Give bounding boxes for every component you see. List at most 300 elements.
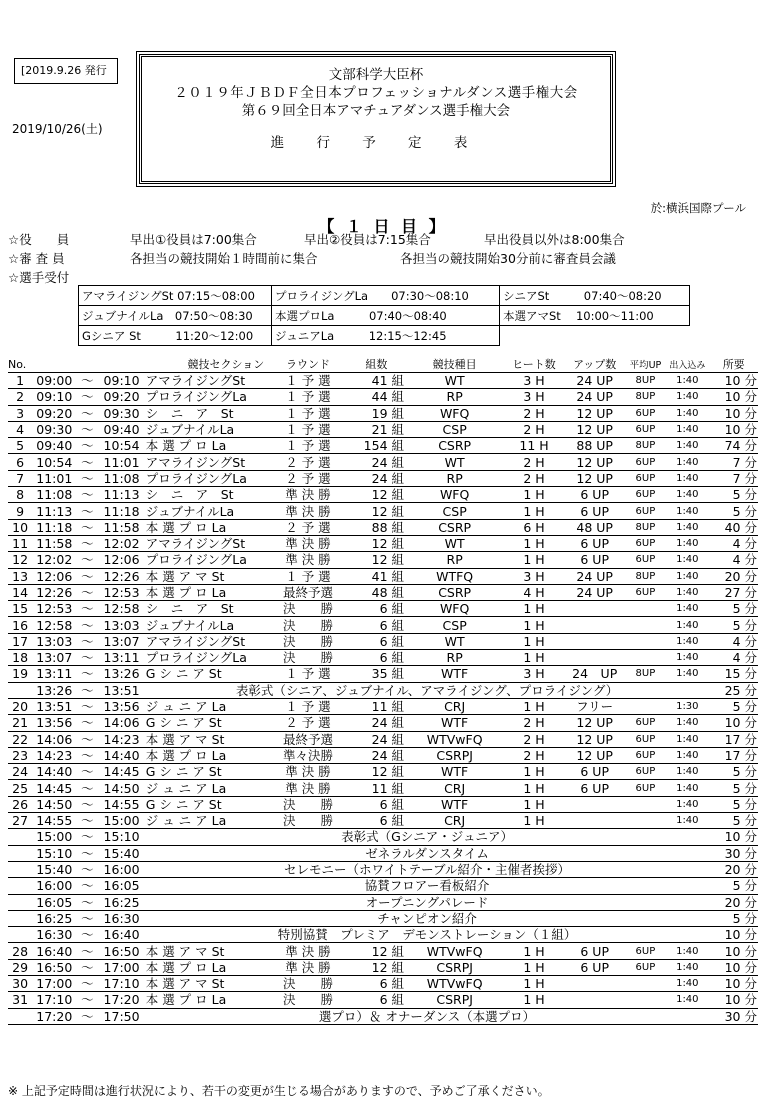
start-time: 17:20 <box>32 1008 76 1024</box>
dance-events: CSRPJ <box>405 992 504 1008</box>
heat-count: 1 H <box>504 796 564 812</box>
dance-events: WT <box>405 633 504 649</box>
avg-up <box>626 992 666 1008</box>
section-name: 本 選 プ ロ La <box>145 519 269 535</box>
heat-count: 1 H <box>504 780 564 796</box>
range-tilde: 〜 <box>76 519 98 535</box>
range-tilde: 〜 <box>76 992 98 1008</box>
duration: 5 分 <box>709 796 758 812</box>
header-no: No. <box>8 356 32 373</box>
entry-time: 1:40 <box>665 992 709 1008</box>
round: 準 決 勝 <box>268 764 347 780</box>
entry-time: 1:40 <box>665 584 709 600</box>
row-no: 2 <box>8 389 32 405</box>
start-time: 16:05 <box>32 894 76 910</box>
dance-events: WT <box>405 454 504 470</box>
heat-count: 1 H <box>504 813 564 829</box>
duration: 17 分 <box>709 731 758 747</box>
duration: 7 分 <box>709 454 758 470</box>
end-time: 16:05 <box>98 878 144 894</box>
up-count: 6 UP <box>564 959 626 975</box>
up-count <box>564 601 626 617</box>
range-tilde: 〜 <box>76 796 98 812</box>
range-tilde: 〜 <box>76 666 98 682</box>
event-row <box>8 845 758 861</box>
venue: 於:横浜国際プール <box>650 201 746 215</box>
table-row <box>8 780 758 796</box>
avg-up: 6UP <box>626 943 666 959</box>
heat-count: 1 H <box>504 959 564 975</box>
end-time: 12:06 <box>98 552 144 568</box>
duration: 10 分 <box>709 715 758 731</box>
avg-up: 6UP <box>626 487 666 503</box>
officials-note-1: 早出①役員は7:00集合 <box>130 232 257 247</box>
event-row <box>8 1008 758 1024</box>
start-time: 11:08 <box>32 487 76 503</box>
start-time: 11:01 <box>32 470 76 486</box>
title-line-4: 進 行 予 定 表 <box>270 135 482 151</box>
header-entry: 出入込み <box>665 356 709 373</box>
end-time: 09:20 <box>98 389 144 405</box>
avg-up: 8UP <box>626 519 666 535</box>
section-name: プロライジングLa <box>145 389 269 405</box>
up-count <box>564 813 626 829</box>
round: 準 決 勝 <box>268 487 347 503</box>
row-no: 23 <box>8 747 32 763</box>
heat-count: 2 H <box>504 454 564 470</box>
heat-count: 2 H <box>504 405 564 421</box>
round: 決 勝 <box>268 796 347 812</box>
round: ２ 予 選 <box>268 519 347 535</box>
avg-up: 6UP <box>626 959 666 975</box>
duration: 10 分 <box>709 943 758 959</box>
reception-row <box>79 306 690 326</box>
round: 決 勝 <box>268 617 347 633</box>
reception-cell: ジュニアLa 12:15〜12:45 <box>272 326 500 346</box>
end-time: 15:40 <box>98 845 144 861</box>
round: １ 予 選 <box>268 405 347 421</box>
row-no: 14 <box>8 584 32 600</box>
round: １ 予 選 <box>268 389 347 405</box>
table-row <box>8 487 758 503</box>
range-tilde: 〜 <box>76 568 98 584</box>
entry-time: 1:40 <box>665 405 709 421</box>
range-tilde: 〜 <box>76 894 98 910</box>
row-no: 9 <box>8 503 32 519</box>
start-time: 16:50 <box>32 959 76 975</box>
range-tilde: 〜 <box>76 813 98 829</box>
duration: 5 分 <box>709 617 758 633</box>
up-count: 12 UP <box>564 715 626 731</box>
table-row <box>8 519 758 535</box>
entry-time: 1:40 <box>665 764 709 780</box>
event-row <box>8 829 758 845</box>
up-count <box>564 796 626 812</box>
end-time: 14:45 <box>98 764 144 780</box>
section-name: ジ ュ ニ ア La <box>145 698 269 714</box>
heat-count: 2 H <box>504 731 564 747</box>
section-name: シ ニ ア St <box>145 487 269 503</box>
row-no: 15 <box>8 601 32 617</box>
row-no: 12 <box>8 552 32 568</box>
avg-up: 6UP <box>626 535 666 551</box>
group-count: 24 組 <box>348 747 405 763</box>
range-tilde: 〜 <box>76 698 98 714</box>
avg-up: 6UP <box>626 552 666 568</box>
table-row <box>8 747 758 763</box>
dance-events: WT <box>405 373 504 389</box>
entry-time: 1:40 <box>665 780 709 796</box>
duration: 27 分 <box>709 584 758 600</box>
range-tilde: 〜 <box>76 829 98 845</box>
group-count: 24 組 <box>348 731 405 747</box>
up-count: 6 UP <box>564 487 626 503</box>
table-row <box>8 633 758 649</box>
section-name: ジュブナイルLa <box>145 503 269 519</box>
duration: 10 分 <box>709 405 758 421</box>
dance-events: WTFQ <box>405 568 504 584</box>
reception-cell: Gシニア St 11:20〜12:00 <box>79 326 272 346</box>
group-count: 11 組 <box>348 780 405 796</box>
reception-cell: プロライジングLa 07:30〜08:10 <box>272 286 500 306</box>
end-time: 16:40 <box>98 927 144 943</box>
round: 準 決 勝 <box>268 780 347 796</box>
start-time: 13:07 <box>32 650 76 666</box>
table-row <box>8 568 758 584</box>
event-row <box>8 927 758 943</box>
up-count <box>564 975 626 991</box>
schedule-table <box>8 356 758 1025</box>
row-no: 13 <box>8 568 32 584</box>
end-time: 09:40 <box>98 421 144 437</box>
range-tilde: 〜 <box>76 715 98 731</box>
table-row <box>8 503 758 519</box>
round: 準 決 勝 <box>268 943 347 959</box>
reception-cell: 本選アマSt 10:00〜11:00 <box>500 306 690 326</box>
round: 準 決 勝 <box>268 503 347 519</box>
dance-events: WTF <box>405 715 504 731</box>
table-row <box>8 405 758 421</box>
dance-events: RP <box>405 650 504 666</box>
officials-note-3: 早出役員以外は8:00集合 <box>484 232 625 247</box>
section-name: 本 選 プ ロ La <box>145 959 269 975</box>
end-time: 14:40 <box>98 747 144 763</box>
dance-events: CRJ <box>405 813 504 829</box>
avg-up: 6UP <box>626 780 666 796</box>
judges-note-1: 各担当の競技開始１時間前に集合 <box>130 251 318 266</box>
entry-time: 1:40 <box>665 813 709 829</box>
end-time: 16:30 <box>98 910 144 926</box>
range-tilde: 〜 <box>76 1008 98 1024</box>
round: 準 決 勝 <box>268 552 347 568</box>
entry-time: 1:40 <box>665 975 709 991</box>
table-row <box>8 698 758 714</box>
judges-note-2: 各担当の競技開始30分前に審査員会議 <box>400 251 616 266</box>
round: 最終予選 <box>268 731 347 747</box>
end-time: 10:54 <box>98 438 144 454</box>
header-heats: ヒート数 <box>504 356 564 373</box>
range-tilde: 〜 <box>76 927 98 943</box>
avg-up <box>626 813 666 829</box>
start-time: 13:26 <box>32 682 76 698</box>
title-box <box>139 54 613 184</box>
section-name: 本 選 ア マ St <box>145 975 269 991</box>
round: １ 予 選 <box>268 568 347 584</box>
up-count: 24 UP <box>564 666 626 682</box>
dance-events: CRJ <box>405 698 504 714</box>
header-dance: 競技種目 <box>405 356 504 373</box>
range-tilde: 〜 <box>76 552 98 568</box>
avg-up: 6UP <box>626 747 666 763</box>
range-tilde: 〜 <box>76 633 98 649</box>
duration: 5 分 <box>709 487 758 503</box>
table-row <box>8 666 758 682</box>
start-time: 16:00 <box>32 878 76 894</box>
header-duration: 所要 <box>709 356 758 373</box>
start-time: 14:40 <box>32 764 76 780</box>
dance-events: WFQ <box>405 601 504 617</box>
start-time: 15:40 <box>32 861 76 877</box>
entry-time: 1:40 <box>665 519 709 535</box>
section-name: G シ ニ ア St <box>145 666 269 682</box>
start-time: 09:10 <box>32 389 76 405</box>
reception-row <box>79 286 690 306</box>
reception-cell: ジュブナイルLa 07:50〜08:30 <box>79 306 272 326</box>
range-tilde: 〜 <box>76 780 98 796</box>
avg-up: 8UP <box>626 389 666 405</box>
issue-date: [2019.9.26 発行 <box>14 58 118 84</box>
row-no <box>8 845 32 861</box>
start-time: 12:02 <box>32 552 76 568</box>
dance-events: CSP <box>405 617 504 633</box>
event-name: セレモニー（ホワイトテーブル紹介・主催者挨拶） <box>145 861 710 877</box>
section-name: G シ ニ ア St <box>145 764 269 780</box>
group-count: 24 組 <box>348 470 405 486</box>
table-row <box>8 535 758 551</box>
range-tilde: 〜 <box>76 373 98 389</box>
start-time: 10:54 <box>32 454 76 470</box>
avg-up: 8UP <box>626 438 666 454</box>
event-name: 表彰式（Gシニア・ジュニア） <box>145 829 710 845</box>
row-no: 4 <box>8 421 32 437</box>
section-name: アマライジングSt <box>145 535 269 551</box>
group-count: 24 組 <box>348 454 405 470</box>
group-count: 6 組 <box>348 796 405 812</box>
avg-up: 8UP <box>626 373 666 389</box>
avg-up <box>626 633 666 649</box>
up-count: 48 UP <box>564 519 626 535</box>
section-name: アマライジングSt <box>145 373 269 389</box>
range-tilde: 〜 <box>76 682 98 698</box>
start-time: 09:40 <box>32 438 76 454</box>
heat-count: 1 H <box>504 601 564 617</box>
table-row <box>8 731 758 747</box>
group-count: 6 組 <box>348 975 405 991</box>
start-time: 16:40 <box>32 943 76 959</box>
duration: 20 分 <box>709 568 758 584</box>
end-time: 16:00 <box>98 861 144 877</box>
range-tilde: 〜 <box>76 959 98 975</box>
entry-time: 1:40 <box>665 552 709 568</box>
range-tilde: 〜 <box>76 650 98 666</box>
end-time: 13:11 <box>98 650 144 666</box>
dance-events: CSRP <box>405 519 504 535</box>
duration: 5 分 <box>709 878 758 894</box>
duration: 5 分 <box>709 910 758 926</box>
start-time: 09:20 <box>32 405 76 421</box>
row-no <box>8 894 32 910</box>
heat-count: 1 H <box>504 975 564 991</box>
reception-cell: アマライジングSt 07:15〜08:00 <box>79 286 272 306</box>
event-name: ゼネラルダンスタイム <box>145 845 710 861</box>
round: 決 勝 <box>268 813 347 829</box>
end-time: 12:02 <box>98 535 144 551</box>
table-row <box>8 992 758 1008</box>
dance-events: WTF <box>405 796 504 812</box>
entry-time: 1:40 <box>665 389 709 405</box>
duration: 7 分 <box>709 470 758 486</box>
duration: 25 分 <box>709 682 758 698</box>
end-time: 13:03 <box>98 617 144 633</box>
heat-count: 1 H <box>504 650 564 666</box>
end-time: 09:30 <box>98 405 144 421</box>
entry-time: 1:40 <box>665 454 709 470</box>
entry-time: 1:40 <box>665 487 709 503</box>
duration: 10 分 <box>709 421 758 437</box>
section-name: 本 選 ア マ St <box>145 731 269 747</box>
section-name: プロライジングLa <box>145 650 269 666</box>
section-name: プロライジングLa <box>145 470 269 486</box>
dance-events: RP <box>405 389 504 405</box>
group-count: 6 組 <box>348 633 405 649</box>
duration: 17 分 <box>709 747 758 763</box>
row-no: 11 <box>8 535 32 551</box>
heat-count: 1 H <box>504 552 564 568</box>
row-no: 30 <box>8 975 32 991</box>
group-count: 154 組 <box>348 438 405 454</box>
header-up: アップ数 <box>564 356 626 373</box>
entry-time: 1:40 <box>665 601 709 617</box>
group-count: 12 組 <box>348 959 405 975</box>
heat-count: 1 H <box>504 764 564 780</box>
up-count: 6 UP <box>564 780 626 796</box>
start-time: 12:53 <box>32 601 76 617</box>
table-row <box>8 373 758 389</box>
avg-up: 6UP <box>626 584 666 600</box>
up-count: 12 UP <box>564 470 626 486</box>
round: 決 勝 <box>268 633 347 649</box>
start-time: 13:11 <box>32 666 76 682</box>
up-count: 24 UP <box>564 389 626 405</box>
heat-count: 2 H <box>504 715 564 731</box>
event-name: 選プロ）＆ オナーダンス（本選プロ） <box>145 1008 710 1024</box>
duration: 10 分 <box>709 373 758 389</box>
table-row <box>8 796 758 812</box>
range-tilde: 〜 <box>76 535 98 551</box>
duration: 5 分 <box>709 780 758 796</box>
officials-note-2: 早出②役員は7:15集合 <box>304 232 431 247</box>
dance-events: CSRPJ <box>405 959 504 975</box>
start-time: 09:00 <box>32 373 76 389</box>
end-time: 11:58 <box>98 519 144 535</box>
start-time: 15:00 <box>32 829 76 845</box>
entry-time: 1:40 <box>665 959 709 975</box>
start-time: 12:06 <box>32 568 76 584</box>
end-time: 17:00 <box>98 959 144 975</box>
heat-count: 1 H <box>504 535 564 551</box>
range-tilde: 〜 <box>76 617 98 633</box>
header-avg: 平均UP <box>626 356 666 373</box>
section-name: 本 選 プ ロ La <box>145 992 269 1008</box>
section-name: シ ニ ア St <box>145 405 269 421</box>
table-row <box>8 617 758 633</box>
group-count: 48 組 <box>348 584 405 600</box>
entry-time: 1:40 <box>665 650 709 666</box>
end-time: 13:07 <box>98 633 144 649</box>
up-count: 12 UP <box>564 731 626 747</box>
range-tilde: 〜 <box>76 421 98 437</box>
table-row <box>8 813 758 829</box>
end-time: 16:50 <box>98 943 144 959</box>
row-no: 28 <box>8 943 32 959</box>
duration: 74 分 <box>709 438 758 454</box>
end-time: 17:10 <box>98 975 144 991</box>
round: 準々決勝 <box>268 747 347 763</box>
heat-count: 4 H <box>504 584 564 600</box>
dance-events: CSRPJ <box>405 747 504 763</box>
section-name: 本 選 プ ロ La <box>145 747 269 763</box>
start-time: 13:03 <box>32 633 76 649</box>
start-time: 11:58 <box>32 535 76 551</box>
up-count: 24 UP <box>564 373 626 389</box>
table-row <box>8 438 758 454</box>
duration: 20 分 <box>709 894 758 910</box>
entry-time: 1:40 <box>665 666 709 682</box>
group-count: 12 組 <box>348 943 405 959</box>
start-time: 12:58 <box>32 617 76 633</box>
end-time: 14:23 <box>98 731 144 747</box>
event-name: 特別協賛 プレミア デモンストレーション（１組） <box>145 927 710 943</box>
dance-events: WT <box>405 535 504 551</box>
duration: 15 分 <box>709 666 758 682</box>
heat-count: 1 H <box>504 633 564 649</box>
start-time: 09:30 <box>32 421 76 437</box>
reception-table <box>78 285 690 346</box>
section-name: G シ ニ ア St <box>145 715 269 731</box>
row-no <box>8 861 32 877</box>
round: ２ 予 選 <box>268 715 347 731</box>
avg-up <box>626 698 666 714</box>
row-no: 17 <box>8 633 32 649</box>
row-no: 10 <box>8 519 32 535</box>
table-row <box>8 584 758 600</box>
heat-count: 2 H <box>504 747 564 763</box>
up-count: 6 UP <box>564 764 626 780</box>
row-no: 25 <box>8 780 32 796</box>
entry-time: 1:40 <box>665 503 709 519</box>
table-row <box>8 764 758 780</box>
up-count <box>564 650 626 666</box>
table-row <box>8 454 758 470</box>
duration: 10 分 <box>709 975 758 991</box>
dance-events: RP <box>405 470 504 486</box>
group-count: 21 組 <box>348 421 405 437</box>
up-count: フリー <box>564 698 626 714</box>
entry-time: 1:40 <box>665 373 709 389</box>
range-tilde: 〜 <box>76 503 98 519</box>
group-count: 44 組 <box>348 389 405 405</box>
end-time: 11:13 <box>98 487 144 503</box>
